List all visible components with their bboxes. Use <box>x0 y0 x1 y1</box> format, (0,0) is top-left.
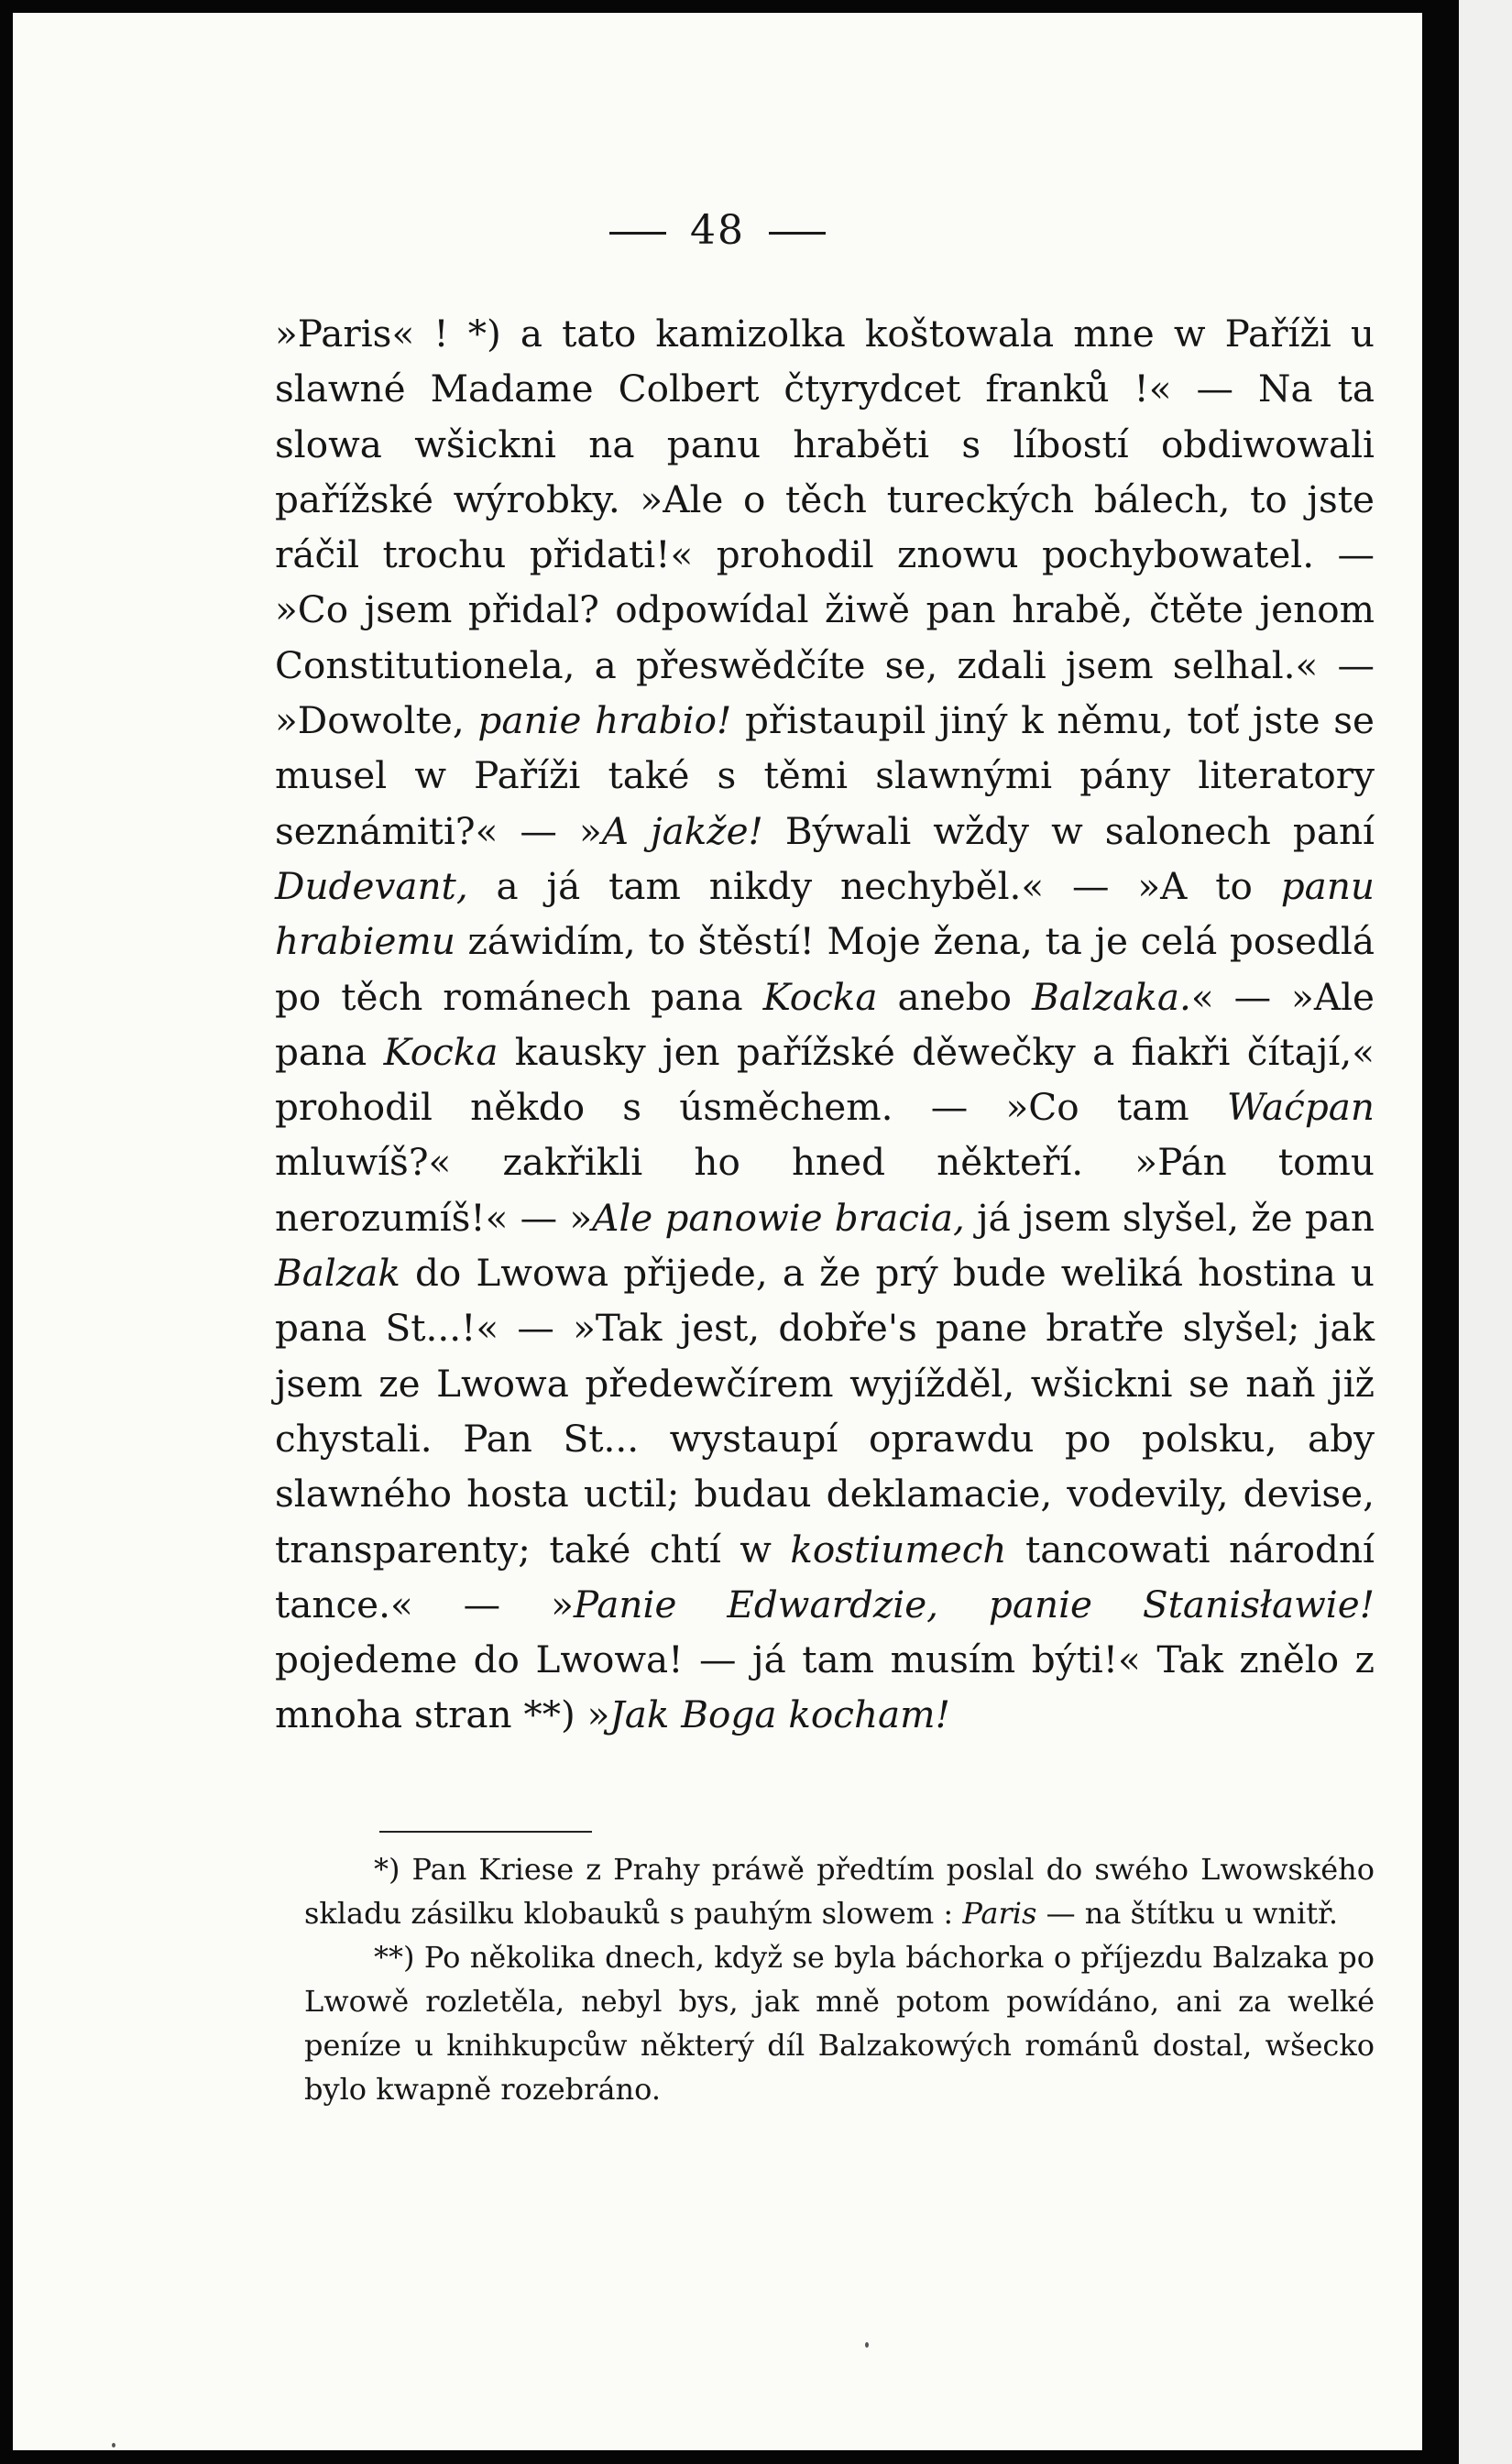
italic-run: panu hrabiemu <box>275 863 1375 964</box>
text-run: já jsem slyšel, že pan <box>964 1195 1375 1240</box>
footnote-1 <box>304 1847 1375 1935</box>
italic-run: Kocka <box>762 974 878 1019</box>
main-text <box>275 306 1375 1743</box>
text-run: kausky jen pařížské děwečky a fiakři čítají,« prohodil někdo s úsměchem. — »Co tam <box>275 1029 1375 1130</box>
text-run: — na štítku u wnitř. <box>1036 1896 1339 1931</box>
text-run: anebo <box>877 974 1032 1019</box>
italic-run: Jak Boga kocham! <box>609 1692 950 1737</box>
text-run: tancowati národní tance.« — » <box>275 1527 1375 1626</box>
print-speck <box>112 2443 115 2448</box>
italic-run: Balzaka. <box>1031 974 1191 1019</box>
italic-run: Kocka <box>383 1029 499 1074</box>
footnotes <box>304 1847 1375 2111</box>
text-run: mluwíš?« zakřikli ho hned někteří. »Pán tomu nerozumíš!« — » <box>275 1140 1375 1240</box>
italic-run: Balzak <box>275 1251 400 1296</box>
book-page <box>13 13 1422 2450</box>
text-run: *) Pan Kriese z Prahy práwě předtím poslal do swého Lwowského skladu zásilku klobauků s pauhým slowem : <box>304 1852 1375 1931</box>
page-number <box>13 207 1422 254</box>
main-paragraph <box>275 306 1375 1743</box>
text-run: »Paris« ! *) a tato kamizolka koštowala mne w Paříži u slawné Madame Colbert čtyrydcet franků !« — Na ta slowa wšickni na panu hraběti s líbostí obdiwowali pařížské wýrobky. »Ale o těch tureckých bálech, to jste ráčil trochu přidati!« prohodil znowu pochybowatel. — »Co jsem přidal? odpowídal žiwě pan hrabě, čtěte jenom Constitutionela, a přeswědčíte se, zdali jsem selhal.« — »Dowolte, <box>275 312 1375 743</box>
italic-run: kostiumech <box>790 1527 1007 1571</box>
text-run: přistaupil jiný k němu, toť jste se musel w Paříži také s těmi slawnými pány literatory seznámiti?« — » <box>275 698 1375 853</box>
page-number-value: 48 <box>690 207 745 254</box>
italic-run: Paris <box>962 1896 1037 1931</box>
text-run: pojedeme do Lwowa! — já tam musím býti!« Tak znělo z mnoha stran **) » <box>275 1637 1375 1737</box>
italic-run: Dudevant, <box>275 863 468 908</box>
footnote-separator <box>379 1831 592 1833</box>
text-run: « — »Ale pana <box>275 974 1375 1074</box>
italic-run: panie hrabio! <box>477 698 732 743</box>
text-run: záwidím, to štěstí! Moje žena, ta je celá posedlá po těch románech pana <box>275 919 1375 1019</box>
italic-run: A jakže! <box>601 808 763 853</box>
page-edge-strip <box>1459 0 1512 2464</box>
text-run: do Lwowa přijede, a že prý bude weliká hostina u pana St...!« — »Tak jest, dobře's pane bratře slyšel; jak jsem ze Lwowa předewčírem wyjížděl, wšickni se naň již chystali. Pan St... wystaupí oprawdu po polsku, aby slawného hosta uctil; budau deklamacie, vodevily, devise, transparenty; také chtí w <box>275 1251 1375 1571</box>
text-run: a já tam nikdy nechyběl.« — »A to <box>467 863 1281 908</box>
text-run: Býwali wždy w salonech paní <box>762 808 1375 853</box>
print-speck <box>865 2342 869 2348</box>
italic-run: Panie Edwardzie, panie Stanisławie! <box>573 1582 1375 1626</box>
page-number-dash-left <box>609 232 666 235</box>
italic-run: Waćpan <box>1226 1085 1375 1130</box>
footnote-2: **) Po několika dnech, když se byla báchorka o příjezdu Balzaka po Lwowě rozletěla, nebyl bys, jak mně potom powídáno, ani za welké peníze u knihkupcůw některý díl Balzakowých románů dostal, wšecko bylo kwapně rozebráno. <box>304 1940 1375 2107</box>
italic-run: Ale panowie bracia, <box>592 1195 965 1240</box>
page-number-dash-right <box>769 232 826 235</box>
